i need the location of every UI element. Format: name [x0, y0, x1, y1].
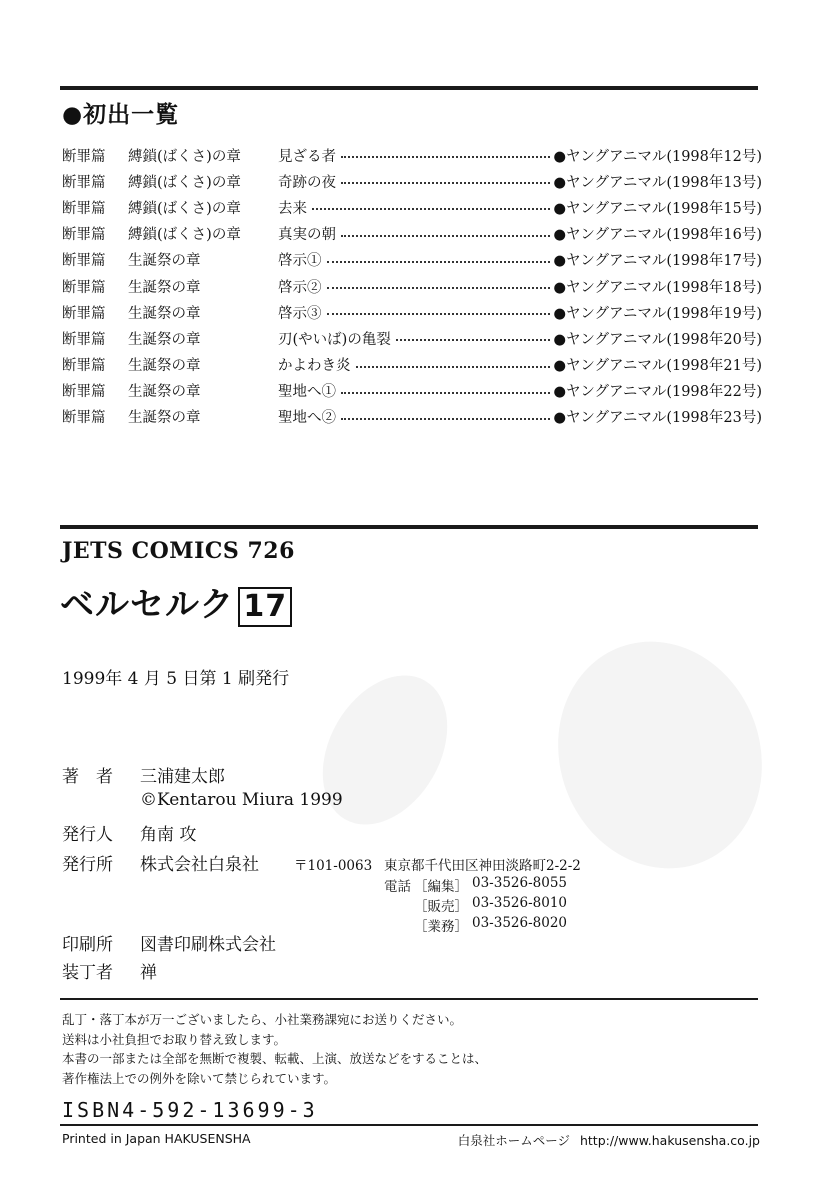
leader-dots: [327, 287, 551, 289]
episode-name: 真実の朝: [278, 227, 336, 244]
first-appearance-list: [62, 142, 762, 430]
episode-name: 啓示②: [278, 279, 322, 296]
list-item: [62, 247, 762, 273]
chapter-name: 生誕祭の章: [128, 410, 201, 427]
chapter-name: 生誕祭の章: [128, 305, 201, 322]
printer-name: 図書印刷株式会社: [140, 935, 276, 955]
designer-label: 装丁者: [62, 963, 113, 983]
phone-number: 03-3526-8010: [472, 895, 568, 911]
chapter-name: 生誕祭の章: [128, 253, 201, 270]
list-item: [62, 404, 762, 430]
list-item: [62, 378, 762, 404]
leader-dots: [356, 366, 551, 368]
leader-dots: [341, 418, 550, 420]
arc-name: 断罪篇: [62, 200, 106, 217]
leader-dots: [341, 235, 550, 237]
arc-name: 断罪篇: [62, 358, 106, 375]
publication-date: 1999年 4 月 5 日第 1 刷発行: [62, 669, 290, 689]
list-item: [62, 299, 762, 325]
arc-name: 断罪篇: [62, 148, 106, 165]
source-magazine: ●ヤングアニマル(1998年21号): [553, 358, 762, 375]
homepage: [448, 1131, 760, 1149]
chapter-name: 生誕祭の章: [128, 384, 201, 401]
source-magazine: ●ヤングアニマル(1998年16号): [553, 227, 762, 244]
copyright: ©Kentarou Miura 1999: [140, 790, 343, 810]
publisher-name: 株式会社白泉社: [140, 855, 259, 875]
episode-name: 奇跡の夜: [278, 174, 336, 191]
isbn: ISBN4-592-13699-3: [62, 1098, 318, 1122]
leader-dots: [341, 392, 550, 394]
source-magazine: ●ヤングアニマル(1998年13号): [553, 174, 762, 191]
arc-name: 断罪篇: [62, 331, 106, 348]
phone-dept: ［販売］: [414, 899, 468, 915]
list-item: [62, 221, 762, 247]
arc-name: 断罪篇: [62, 227, 106, 244]
address: 東京都千代田区神田淡路町2-2-2: [384, 858, 581, 874]
list-item: [62, 194, 762, 220]
arc-name: 断罪篇: [62, 410, 106, 427]
source-magazine: ●ヤングアニマル(1998年17号): [553, 253, 762, 270]
designer-name: 禅: [140, 963, 157, 983]
episode-name: 刃(やいば)の亀裂: [278, 331, 391, 348]
watermark-shape: [297, 653, 472, 847]
leader-dots: [396, 339, 551, 341]
source-magazine: ●ヤングアニマル(1998年20号): [553, 331, 762, 348]
series-label: JETS COMICS 726: [62, 538, 295, 564]
list-item: [62, 325, 762, 351]
homepage-url: http://www.hakusensha.co.jp: [579, 1133, 760, 1148]
homepage-label: 白泉社ホームページ: [457, 1133, 570, 1148]
middle-rule: [60, 525, 758, 529]
publisher-label: 発行所: [62, 855, 113, 875]
episode-name: 見ざる者: [278, 148, 336, 165]
episode-name: 聖地へ①: [278, 384, 336, 401]
author-label: 著 者: [62, 767, 113, 787]
printed-in: Printed in Japan HAKUSENSHA: [62, 1131, 251, 1146]
leader-dots: [312, 208, 550, 210]
chapter-name: 生誕祭の章: [128, 279, 201, 296]
list-item: [62, 142, 762, 168]
arc-name: 断罪篇: [62, 384, 106, 401]
leader-dots: [327, 313, 551, 315]
legal-notice: [62, 1010, 487, 1088]
list-item: [62, 273, 762, 299]
arc-name: 断罪篇: [62, 253, 106, 270]
phone-number: 03-3526-8020: [472, 915, 568, 931]
notice-line: 著作権法上での例外を除いて禁じられています。: [62, 1070, 337, 1086]
book-title: [60, 577, 292, 627]
phone-number: 03-3526-8055: [472, 875, 568, 891]
list-item: [62, 352, 762, 378]
top-rule: [60, 86, 758, 90]
notice-line: 送料は小社負担でお取り替え致します。: [62, 1031, 287, 1047]
arc-name: 断罪篇: [62, 279, 106, 296]
author-name: 三浦建太郎: [140, 767, 225, 787]
source-magazine: ●ヤングアニマル(1998年22号): [553, 384, 762, 401]
publisher-person-label: 発行人: [62, 825, 113, 845]
chapter-name: 縛鎖(ばくさ)の章: [128, 174, 241, 191]
notice-line: 本書の一部または全部を無断で複製、転載、上演、放送などをすることは、: [62, 1051, 488, 1066]
footer-rule: [60, 1124, 758, 1126]
arc-name: 断罪篇: [62, 174, 106, 191]
notice-rule: [60, 998, 758, 1000]
source-magazine: ●ヤングアニマル(1998年12号): [553, 148, 762, 165]
episode-name: 聖地へ②: [278, 410, 336, 427]
source-magazine: ●ヤングアニマル(1998年23号): [553, 410, 762, 427]
episode-name: かよわき炎: [278, 358, 351, 375]
chapter-name: 生誕祭の章: [128, 331, 201, 348]
chapter-name: 縛鎖(ばくさ)の章: [128, 227, 241, 244]
phone-dept: ［業務］: [414, 919, 468, 935]
publisher-person: 角南 攻: [140, 825, 197, 845]
episode-name: 去来: [278, 200, 307, 217]
chapter-name: 縛鎖(ばくさ)の章: [128, 200, 241, 217]
chapter-name: 縛鎖(ばくさ)の章: [128, 148, 241, 165]
source-magazine: ●ヤングアニマル(1998年19号): [553, 305, 762, 322]
first-appearance-heading: ●初出一覧: [62, 102, 180, 128]
episode-name: 啓示①: [278, 253, 322, 270]
volume-number: 17: [238, 587, 292, 627]
title-text: ベルセルク: [60, 585, 235, 625]
notice-line: 乱丁・落丁本が万一ございましたら、小社業務課宛にお送りください。: [62, 1012, 463, 1027]
leader-dots: [341, 182, 550, 184]
source-magazine: ●ヤングアニマル(1998年18号): [553, 279, 762, 296]
source-magazine: ●ヤングアニマル(1998年15号): [553, 200, 762, 217]
chapter-name: 生誕祭の章: [128, 358, 201, 375]
list-item: [62, 168, 762, 194]
phone-dept: ［編集］: [414, 879, 468, 895]
episode-name: 啓示③: [278, 305, 322, 322]
arc-name: 断罪篇: [62, 305, 106, 322]
printer-label: 印刷所: [62, 935, 113, 955]
phone-label: 電話: [384, 879, 411, 895]
leader-dots: [327, 261, 551, 263]
postal-code: 〒101-0063: [294, 858, 373, 874]
leader-dots: [341, 156, 550, 158]
